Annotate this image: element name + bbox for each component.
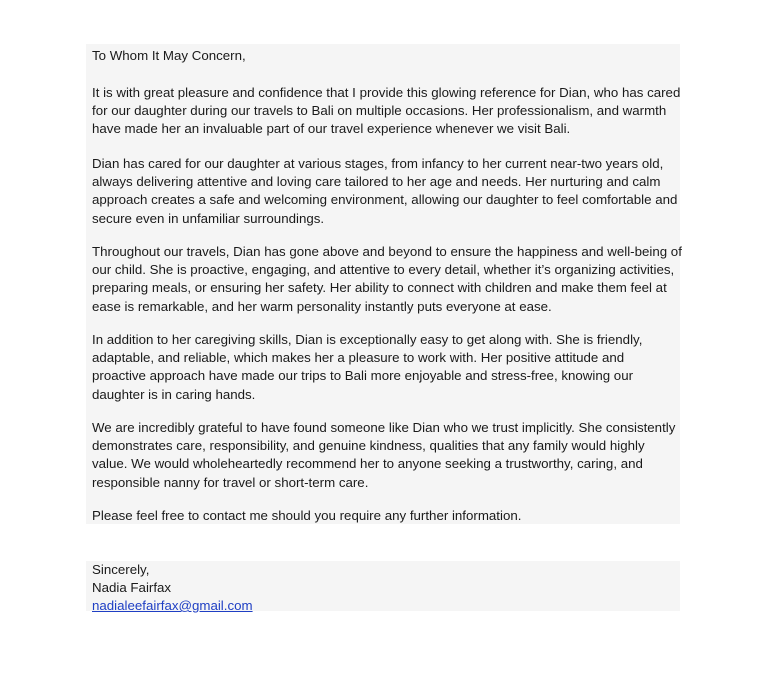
signer-name: Nadia Fairfax (92, 580, 172, 595)
paragraph-line: It is with great pleasure and confidence that I provide this glowing reference for Dian, who has cared (92, 85, 681, 100)
paragraph-line: Throughout our travels, Dian has gone above and beyond to ensure the happiness and well-being of (92, 244, 682, 259)
paragraph-line: daughter is in caring hands. (92, 386, 256, 402)
paragraph-line: Dian has cared for our daughter at various stages, from infancy to her current near-two years old, (92, 156, 664, 171)
paragraph-line: proactive approach have made our trips to Bali more enjoyable and stress-free, knowing our (92, 368, 634, 384)
closing: Sincerely, (92, 562, 150, 577)
salutation: To Whom It May Concern, (92, 48, 246, 63)
paragraph-line: responsible nanny for travel or short-term care. (92, 474, 369, 490)
paragraph-6 (92, 507, 692, 525)
paragraph-2 (92, 155, 692, 228)
paragraph-line: approach creates a safe and welcoming environment, allowing our daughter to feel comfortable and (92, 192, 678, 208)
paragraph-line: In addition to her caregiving skills, Dian is exceptionally easy to get along with. She is friendly, (92, 332, 643, 347)
paragraph-line: ease is remarkable, and her warm personality instantly puts everyone at ease. (92, 298, 552, 314)
paragraph-line: demonstrates care, responsibility, and genuine kindness, qualities that any family would highly (92, 438, 645, 454)
paragraph-line: always delivering attentive and loving care tailored to her age and needs. Her nurturing and calm (92, 174, 661, 190)
paragraph-line: our child. She is proactive, engaging, and attentive to every detail, whether it’s organizing activities, (92, 262, 675, 278)
paragraph-line: value. We would wholeheartedly recommend her to anyone seeking a trustworthy, caring, and (92, 456, 643, 472)
paragraph-line: have made her an invaluable part of our travel experience whenever we visit Bali. (92, 121, 571, 137)
paragraph-line: We are incredibly grateful to have found someone like Dian who we trust implicitly. She consistently (92, 420, 676, 435)
signer-email-link[interactable] (92, 597, 253, 615)
paragraph-4 (92, 331, 692, 404)
email-link[interactable]: nadialeefairfax@gmail.com (92, 598, 253, 613)
paragraph-line: for our daughter during our travels to Bali on multiple occasions. Her professionalism, and warmth (92, 103, 667, 119)
paragraph-5 (92, 419, 692, 492)
paragraph-line: preparing meals, or ensuring her safety. Her ability to connect with children and make them feel at (92, 280, 667, 296)
paragraph-line: Please feel free to contact me should you require any further information. (92, 508, 522, 523)
paragraph-line: adaptable, and reliable, which makes her a pleasure to work with. Her positive attitude and (92, 350, 625, 366)
paragraph-3 (92, 243, 692, 316)
paragraph-1 (92, 84, 692, 139)
paragraph-line: secure even in unfamiliar surroundings. (92, 210, 325, 226)
